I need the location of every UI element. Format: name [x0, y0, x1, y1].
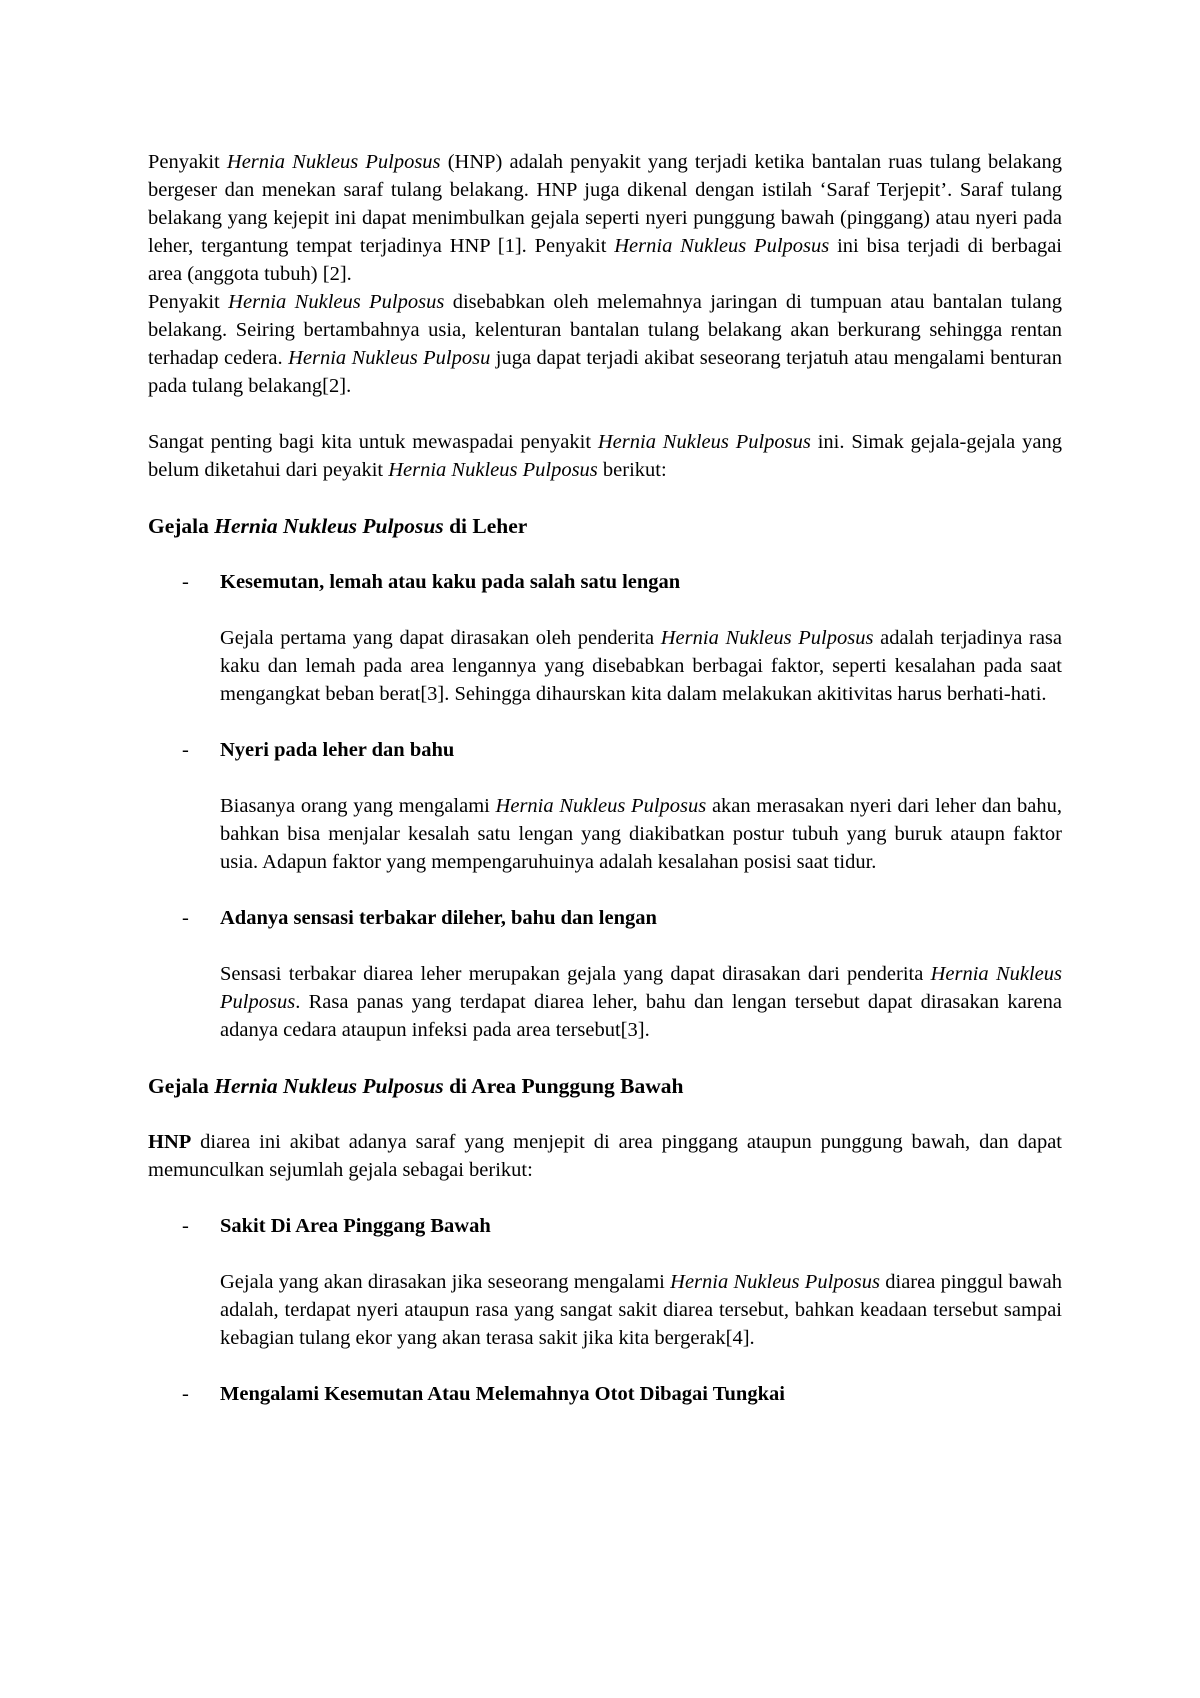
text-run: Sangat penting bagi kita untuk mewaspadai penyakit — [148, 431, 598, 453]
text-run: disebabkan oleh melemahnya jaringan di tumpuan atau bantalan tulang belakang. Seiring bertambahnya usia, kelenturan bantalan tulang belakang akan berkurang sehingga rentan terhadap cedera. — [148, 291, 1063, 369]
bullet-title: Mengalami Kesemutan Atau Melemahnya Otot Dibagai Tungkai — [220, 1383, 785, 1405]
text-run: di Leher — [443, 514, 528, 538]
term-italic: Hernia Nukleus Pulposu — [288, 347, 491, 369]
text-run: berikut: — [597, 459, 667, 481]
section-heading-punggung — [148, 1072, 1062, 1100]
term-italic: Hernia Nukleus Pulposus — [660, 627, 874, 649]
term-italic: Hernia Nukleus Pulposus — [228, 291, 445, 313]
text-run: Gejala — [148, 514, 215, 538]
text-run: Penyakit — [148, 151, 227, 173]
bullet-title: Sakit Di Area Pinggang Bawah — [220, 1215, 491, 1237]
bullet-item-title — [148, 736, 1062, 764]
bullet-body — [220, 1268, 1062, 1352]
term-italic: Hernia Nukleus Pulposus — [226, 151, 441, 173]
term-italic: Hernia Nukleus Pulposus — [214, 514, 444, 538]
term-italic: Hernia Nukleus Pulposus — [388, 459, 598, 481]
text-run: juga dapat terjadi akibat seseorang terjatuh atau mengalami benturan pada tulang belakang[2]. — [148, 347, 1062, 397]
bullet-item-title — [148, 568, 1062, 596]
bullet-body — [220, 624, 1062, 708]
intro-paragraph-2 — [148, 288, 1062, 400]
text-run: Gejala pertama yang dapat dirasakan oleh penderita — [220, 627, 661, 649]
text-run: diarea pinggul bawah adalah, terdapat nyeri ataupun rasa yang sangat sakit diarea tersebut, bahkan keadaan tersebut sampai kebagian tulang ekor yang akan terasa sakit jika kita bergerak[4]. — [220, 1271, 1063, 1349]
dash-marker: - — [182, 739, 189, 761]
hnp-bold: HNP — [148, 1131, 192, 1153]
bullet-item-title — [148, 1380, 1062, 1408]
term-italic: Hernia Nukleus Pulposus — [597, 431, 811, 453]
text-run: akan merasakan nyeri dari leher dan bahu, bahkan bisa menjalar kesalah satu lengan yang diakibatkan postur tubuh yang buruk ataupn faktor usia. Adapun faktor yang mempengaruhuinya adalah kesalahan posisi saat tidur. — [220, 795, 1063, 873]
bullet-item-title — [148, 904, 1062, 932]
bullet-title: Kesemutan, lemah atau kaku pada salah satu lengan — [220, 571, 681, 593]
intro-paragraph-1 — [148, 148, 1062, 288]
text-run: di Area Punggung Bawah — [443, 1074, 684, 1098]
term-italic: Hernia Nukleus Pulposus — [614, 235, 830, 257]
text-run: Gejala — [148, 1074, 215, 1098]
text-run: ini bisa terjadi di berbagai area (anggota tubuh) [2]. — [148, 235, 1062, 285]
dash-marker: - — [182, 1383, 189, 1405]
term-italic: Hernia Nukleus Pulposus — [214, 1074, 444, 1098]
text-run: Penyakit — [148, 291, 229, 313]
intro-paragraph-3 — [148, 428, 1062, 484]
term-italic: Hernia Nukleus Pulposus — [670, 1271, 880, 1293]
text-run: Biasanya orang yang mengalami — [220, 795, 496, 817]
bullet-item-title — [148, 1212, 1062, 1240]
term-italic: Hernia Nukleus Pulposus — [495, 795, 707, 817]
dash-marker: - — [182, 907, 189, 929]
text-run: diarea ini akibat adanya saraf yang menjepit di area pinggang ataupun punggung bawah, dan dapat memunculkan sejumlah gejala sebagai berikut: — [148, 1131, 1062, 1181]
term-italic: Hernia Nukleus Pulposus — [220, 963, 1063, 1013]
document-body — [148, 148, 1062, 1408]
dash-marker: - — [182, 571, 189, 593]
section-heading-leher — [148, 512, 1062, 540]
text-run: Sensasi terbakar diarea leher merupakan gejala yang dapat dirasakan dari penderita — [220, 963, 931, 985]
bullet-title: Adanya sensasi terbakar dileher, bahu dan lengan — [220, 907, 657, 929]
bullet-body — [220, 792, 1062, 876]
text-run: (HNP) adalah penyakit yang terjadi ketika bantalan ruas tulang belakang bergeser dan menekan saraf tulang belakang. HNP juga dikenal dengan istilah ‘Saraf Terjepit’. Saraf tulang belakang yang kejepit ini dapat menimbulkan gejala seperti nyeri punggung bawah (pinggang) atau nyeri pada leher, tergantung tempat terjadinya HNP [1]. Penyakit — [148, 151, 1062, 257]
bullet-title: Nyeri pada leher dan bahu — [220, 739, 455, 761]
text-run: adalah terjadinya rasa kaku dan lemah pada area lengannya yang disebabkan berbagai faktor, seperti kesalahan pada saat mengangkat beban berat[3]. Sehingga dihaurskan kita dalam melakukan akitivitas harus berhati-hati. — [220, 627, 1063, 705]
dash-marker: - — [182, 1215, 189, 1237]
text-run: Gejala yang akan dirasakan jika seseorang mengalami — [220, 1271, 671, 1293]
section2-intro — [148, 1128, 1062, 1184]
text-run: ini. Simak gejala-gejala yang belum diketahui dari peyakit — [148, 431, 1062, 481]
bullet-body — [220, 960, 1062, 1044]
text-run: . Rasa panas yang terdapat diarea leher, bahu dan lengan tersebut dapat dirasakan karena adanya cedara ataupun infeksi pada area tersebut[3]. — [220, 991, 1062, 1041]
